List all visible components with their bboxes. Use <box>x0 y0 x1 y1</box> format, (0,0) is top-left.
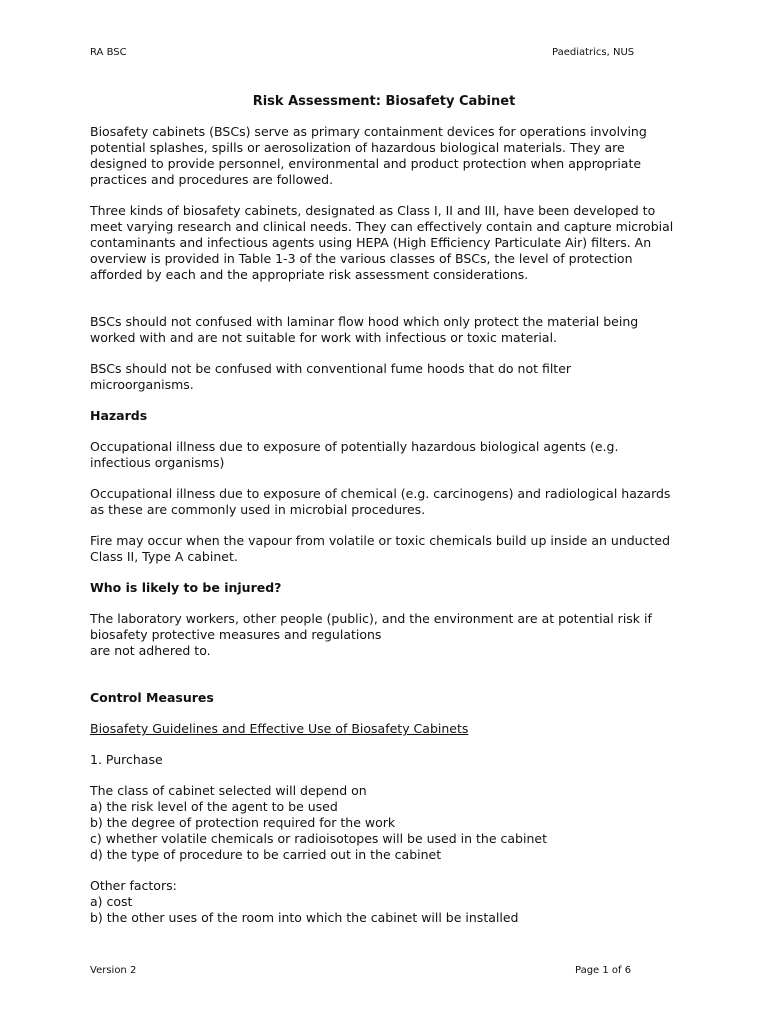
laminar-paragraph <box>90 314 690 346</box>
list-item: a) cost <box>90 894 133 909</box>
text-line: The laboratory workers, other people (public), and the environment are at potential risk if <box>90 611 652 626</box>
text-line: Biosafety cabinets (BSCs) serve as primary containment devices for operations involving <box>90 124 647 139</box>
header-left: RA BSC <box>90 47 127 58</box>
text-line: contaminants and infectious agents using HEPA (High Efficiency Particulate Air) filters. An <box>90 235 652 250</box>
text-line: afforded by each and the appropriate risk assessment considerations. <box>90 267 529 282</box>
text-line: practices and procedures are followed. <box>90 172 334 187</box>
text-line: BSCs should not be confused with conventional fume hoods that do not filter <box>90 361 572 376</box>
cabinet-class-list <box>90 783 690 863</box>
text-line: biosafety protective measures and regulations <box>90 627 382 642</box>
other-factors-list <box>90 878 690 926</box>
list-item: c) whether volatile chemicals or radioisotopes will be used in the cabinet <box>90 831 547 846</box>
text-line: BSCs should not confused with laminar flow hood which only protect the material being <box>90 314 639 329</box>
document-body <box>90 124 690 926</box>
text-line: Fire may occur when the vapour from volatile or toxic chemicals build up inside an unducted <box>90 533 671 548</box>
purchase-heading: 1. Purchase <box>90 752 163 767</box>
page-title: Risk Assessment: Biosafety Cabinet <box>252 94 516 109</box>
text-line: Occupational illness due to exposure of potentially hazardous biological agents (e.g. <box>90 439 619 454</box>
header-right: Paediatrics, NUS <box>552 47 635 58</box>
hazard-item <box>90 439 690 471</box>
text-line: meet varying research and clinical needs. They can effectively contain and capture microbial <box>90 219 674 234</box>
classes-paragraph <box>90 203 690 283</box>
injured-paragraph <box>90 611 690 659</box>
intro-paragraph <box>90 124 690 188</box>
text-line: microorganisms. <box>90 377 194 392</box>
text-line: infectious organisms) <box>90 455 225 470</box>
text-line: worked with and are not suitable for work with infectious or toxic material. <box>90 330 558 345</box>
hazard-item <box>90 486 690 518</box>
list-item: Other factors: <box>90 878 177 893</box>
list-item: a) the risk level of the agent to be used <box>90 799 338 814</box>
fume-hood-paragraph <box>90 361 690 393</box>
guidelines-subheading: Biosafety Guidelines and Effective Use of Biosafety Cabinets <box>90 721 469 736</box>
page-number: Page 1 of 6 <box>575 965 632 976</box>
hazard-item <box>90 533 690 565</box>
text-line: designed to provide personnel, environmental and product protection when appropriate <box>90 156 642 171</box>
list-item: The class of cabinet selected will depend on <box>90 783 367 798</box>
text-line: potential splashes, spills or aerosolization of hazardous biological materials. They are <box>90 140 625 155</box>
footer-version: Version 2 <box>90 965 137 976</box>
list-item: b) the degree of protection required for the work <box>90 815 396 830</box>
text-line: Occupational illness due to exposure of chemical (e.g. carcinogens) and radiological hazards <box>90 486 671 501</box>
control-measures-heading: Control Measures <box>90 690 214 705</box>
list-item: d) the type of procedure to be carried out in the cabinet <box>90 847 442 862</box>
text-line: as these are commonly used in microbial procedures. <box>90 502 426 517</box>
hazards-heading: Hazards <box>90 408 148 423</box>
injured-heading: Who is likely to be injured? <box>90 580 282 595</box>
text-line: Three kinds of biosafety cabinets, designated as Class I, II and III, have been developed to <box>90 203 656 218</box>
text-line: Class II, Type A cabinet. <box>90 549 238 564</box>
text-line: are not adhered to. <box>90 643 211 658</box>
text-line: overview is provided in Table 1-3 of the various classes of BSCs, the level of protection <box>90 251 633 266</box>
list-item: b) the other uses of the room into which the cabinet will be installed <box>90 910 519 925</box>
